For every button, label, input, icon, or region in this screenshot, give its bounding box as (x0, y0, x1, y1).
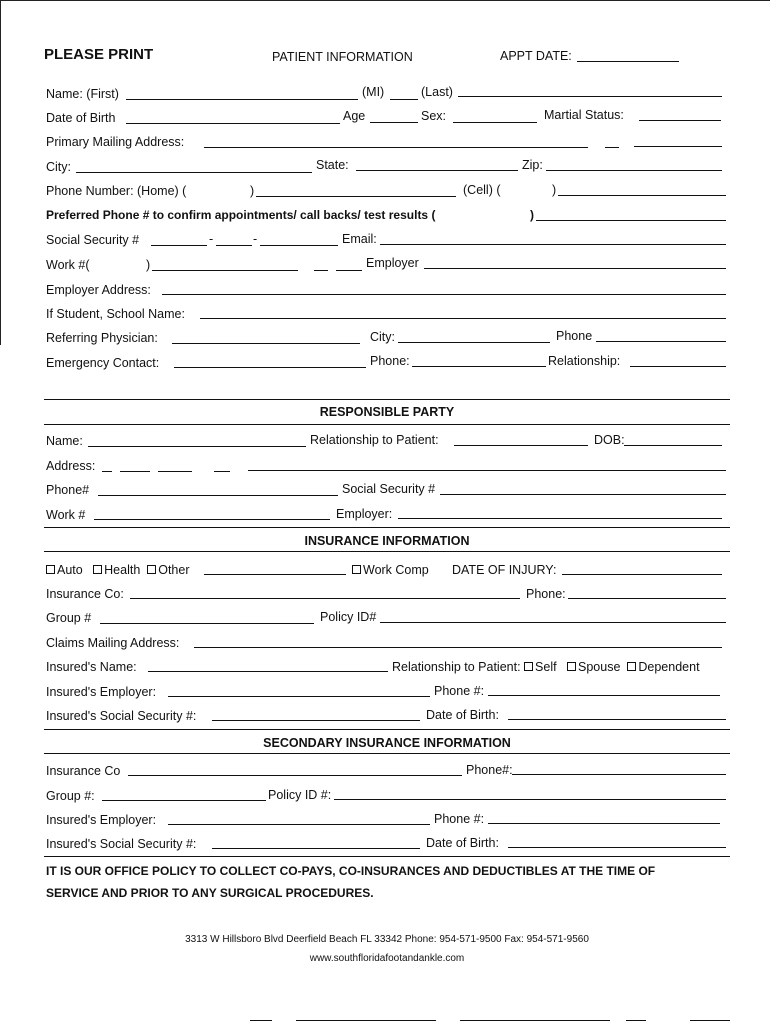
other-insurance-field[interactable] (204, 574, 346, 575)
responsible-phone-label: Phone# (46, 483, 90, 497)
secondary-ssn-label: Insured's Social Security #: (46, 837, 197, 851)
self-label: Self (535, 660, 557, 674)
responsible-relationship-field[interactable] (454, 445, 588, 446)
work-comp-label: Work Comp (363, 563, 429, 577)
state-field[interactable] (356, 170, 518, 171)
section-divider (44, 753, 730, 754)
referring-phone-label: Phone (556, 329, 593, 343)
section-divider (44, 424, 730, 425)
school-name-field[interactable] (200, 318, 726, 319)
secondary-policy-field[interactable] (334, 799, 726, 800)
responsible-address-field-3[interactable] (158, 471, 192, 472)
middle-initial-label: (MI) (362, 85, 385, 99)
footer-website[interactable]: www.southfloridafootandankle.com (309, 953, 465, 964)
self-checkbox[interactable] (524, 662, 533, 671)
responsible-address-field-1[interactable] (102, 471, 112, 472)
responsible-employer-label: Employer: (336, 507, 393, 521)
school-name-label: If Student, School Name: (46, 307, 185, 321)
responsible-party-heading: RESPONSIBLE PARTY (319, 405, 455, 419)
secondary-insurance-heading: SECONDARY INSURANCE INFORMATION (263, 736, 511, 750)
insurance-heading: INSURANCE INFORMATION (304, 534, 470, 548)
scan-top-edge (0, 0, 770, 1)
employer-address-label: Employer Address: (46, 283, 151, 297)
insured-dob-label: Date of Birth: (426, 708, 499, 722)
first-name-field[interactable] (126, 99, 358, 100)
work-comp-checkbox[interactable] (352, 565, 361, 574)
form-title: PATIENT INFORMATION (272, 50, 413, 64)
footer-address: 3313 W Hillsboro Blvd Deerfield Beach FL 33342 Phone: 954-571-9500 Fax: 954-571-9560 (185, 934, 589, 945)
zip-label: Zip: (522, 158, 543, 172)
secondary-employer-label: Insured's Employer: (46, 813, 157, 827)
insurance-type-row (46, 563, 190, 577)
auto-checkbox[interactable] (46, 565, 55, 574)
emergency-relationship-field[interactable] (630, 366, 726, 367)
ssn-field-2[interactable] (216, 245, 252, 246)
secondary-phone-label: Phone#: (466, 763, 513, 777)
middle-initial-field[interactable] (390, 99, 418, 100)
zip-field[interactable] (546, 170, 722, 171)
auto-label: Auto (57, 563, 83, 577)
insured-relationship-row (392, 660, 700, 674)
section-divider (44, 729, 730, 730)
section-divider (44, 856, 730, 857)
secondary-ssn-field[interactable] (212, 848, 420, 849)
responsible-dob-label: DOB: (594, 433, 625, 447)
secondary-policy-label: Policy ID #: (268, 788, 332, 802)
cell-phone-paren: ) (552, 183, 557, 197)
emergency-relationship-label: Relationship: (548, 354, 621, 368)
secondary-employer-field[interactable] (168, 824, 430, 825)
insurance-phone-label: Phone: (526, 587, 566, 601)
referring-city-field[interactable] (398, 342, 550, 343)
home-phone-label: Phone Number: (Home) ( (46, 184, 187, 198)
last-name-label: (Last) (421, 85, 453, 99)
responsible-work-label: Work # (46, 508, 86, 522)
scan-artifact-line (626, 1020, 646, 1021)
secondary-phone-field[interactable] (512, 774, 726, 775)
appt-date-field[interactable] (577, 61, 679, 62)
policy-id-label: Policy ID# (320, 610, 377, 624)
email-field[interactable] (380, 244, 726, 245)
responsible-phone-field[interactable] (98, 495, 338, 496)
secondary-dob-field[interactable] (508, 847, 726, 848)
work-phone-paren: ) (146, 258, 151, 272)
dob-label: Date of Birth (46, 111, 116, 125)
employer-field[interactable] (424, 268, 726, 269)
responsible-dob-field[interactable] (624, 445, 722, 446)
ssn-field-3[interactable] (260, 245, 338, 246)
home-phone-paren: ) (250, 184, 255, 198)
home-phone-field[interactable] (256, 196, 456, 197)
scan-edge-line (0, 0, 1, 345)
office-policy-line-1: IT IS OUR OFFICE POLICY TO COLLECT CO-PAYS, CO-INSURANCES AND DEDUCTIBLES AT THE TIME OF (46, 864, 656, 878)
insured-name-field[interactable] (148, 671, 388, 672)
dob-field[interactable] (126, 123, 340, 124)
office-policy-line-2: SERVICE AND PRIOR TO ANY SURGICAL PROCEDURES. (46, 886, 374, 900)
secondary-dob-label: Date of Birth: (426, 836, 499, 850)
date-of-injury-field[interactable] (562, 574, 722, 575)
other-label: Other (158, 563, 190, 577)
insured-employer-phone-label: Phone #: (434, 684, 485, 698)
responsible-name-label: Name: (46, 434, 83, 448)
referring-city-label: City: (370, 330, 395, 344)
preferred-phone-label: Preferred Phone # to confirm appointments/ call backs/ test results ( (46, 208, 436, 222)
insurance-company-field[interactable] (130, 598, 520, 599)
ssn-dash-1: - (209, 232, 214, 246)
preferred-phone-field[interactable] (536, 220, 726, 221)
secondary-company-label: Insurance Co (46, 764, 121, 778)
insured-dob-field[interactable] (508, 719, 726, 720)
mailing-address-label: Primary Mailing Address: (46, 135, 185, 149)
claims-address-field[interactable] (194, 647, 722, 648)
claims-address-label: Claims Mailing Address: (46, 636, 180, 650)
ssn-label: Social Security # (46, 233, 140, 247)
responsible-address-field-5[interactable] (248, 470, 726, 471)
group-number-label: Group # (46, 611, 92, 625)
insured-name-label: Insured's Name: (46, 660, 137, 674)
referring-physician-field[interactable] (172, 343, 360, 344)
last-name-field[interactable] (458, 96, 722, 97)
marital-status-field[interactable] (639, 120, 721, 121)
spouse-label: Spouse (578, 660, 621, 674)
responsible-work-field[interactable] (94, 519, 330, 520)
policy-id-field[interactable] (380, 622, 726, 623)
dependent-checkbox[interactable] (627, 662, 636, 671)
state-label: State: (316, 158, 349, 172)
work-phone-field-3[interactable] (336, 270, 362, 271)
responsible-relationship-label: Relationship to Patient: (310, 433, 439, 447)
emergency-phone-field[interactable] (412, 366, 546, 367)
please-print-label: PLEASE PRINT (44, 46, 154, 63)
cell-phone-label: (Cell) ( (463, 183, 501, 197)
referring-phone-field[interactable] (596, 341, 726, 342)
responsible-address-label: Address: (46, 459, 96, 473)
section-divider (44, 399, 730, 400)
age-field[interactable] (370, 122, 418, 123)
emergency-contact-label: Emergency Contact: (46, 356, 160, 370)
section-divider (44, 527, 730, 528)
work-phone-label: Work #( (46, 258, 90, 272)
sex-label: Sex: (421, 109, 447, 123)
health-checkbox[interactable] (93, 565, 102, 574)
insured-ssn-field[interactable] (212, 720, 420, 721)
work-comp-option (352, 563, 429, 577)
city-field[interactable] (76, 172, 312, 173)
insurance-company-label: Insurance Co: (46, 587, 124, 601)
secondary-group-field[interactable] (102, 800, 266, 801)
mailing-address-field-3[interactable] (634, 146, 722, 147)
mailing-address-field[interactable] (204, 147, 588, 148)
employer-address-field[interactable] (162, 294, 726, 295)
other-checkbox[interactable] (147, 565, 156, 574)
age-label: Age (343, 109, 366, 123)
ssn-field-1[interactable] (151, 245, 207, 246)
first-name-label: Name: (First) (46, 87, 119, 101)
appt-date-label: APPT DATE: (500, 49, 572, 63)
insurance-phone-field[interactable] (568, 598, 726, 599)
employer-label: Employer (366, 256, 419, 270)
ssn-dash-2: - (253, 232, 258, 246)
secondary-employer-phone-label: Phone #: (434, 812, 485, 826)
date-of-injury-label: DATE OF INJURY: (452, 563, 557, 577)
cell-phone-field[interactable] (558, 195, 726, 196)
mailing-address-field-2[interactable] (605, 147, 619, 148)
work-phone-field-2[interactable] (314, 270, 328, 271)
marital-status-label: Martial Status: (544, 108, 624, 122)
insured-employer-label: Insured's Employer: (46, 685, 157, 699)
emergency-phone-label: Phone: (370, 354, 410, 368)
responsible-ssn-label: Social Security # (342, 482, 436, 496)
responsible-address-field-2[interactable] (120, 471, 150, 472)
dependent-label: Dependent (638, 660, 700, 674)
responsible-employer-field[interactable] (398, 518, 722, 519)
insured-employer-phone-field[interactable] (488, 695, 720, 696)
secondary-group-label: Group #: (46, 789, 95, 803)
scan-artifact-line (296, 1020, 436, 1021)
scan-artifact-line (250, 1020, 272, 1021)
group-number-field[interactable] (100, 623, 314, 624)
secondary-employer-phone-field[interactable] (488, 823, 720, 824)
responsible-ssn-field[interactable] (440, 494, 726, 495)
secondary-company-field[interactable] (128, 775, 462, 776)
health-label: Health (104, 563, 141, 577)
preferred-phone-paren: ) (530, 208, 534, 222)
scan-artifact-line (690, 1020, 730, 1021)
responsible-name-field[interactable] (88, 446, 306, 447)
city-label: City: (46, 160, 71, 174)
insured-relationship-label: Relationship to Patient: (392, 660, 521, 674)
insured-employer-field[interactable] (168, 696, 430, 697)
work-phone-field[interactable] (152, 270, 298, 271)
spouse-checkbox[interactable] (567, 662, 576, 671)
responsible-address-field-4[interactable] (214, 471, 230, 472)
email-label: Email: (342, 232, 377, 246)
insured-ssn-label: Insured's Social Security #: (46, 709, 197, 723)
referring-physician-label: Referring Physician: (46, 331, 158, 345)
emergency-contact-field[interactable] (174, 367, 366, 368)
scan-artifact-line (460, 1020, 610, 1021)
section-divider (44, 551, 730, 552)
sex-field[interactable] (453, 122, 537, 123)
